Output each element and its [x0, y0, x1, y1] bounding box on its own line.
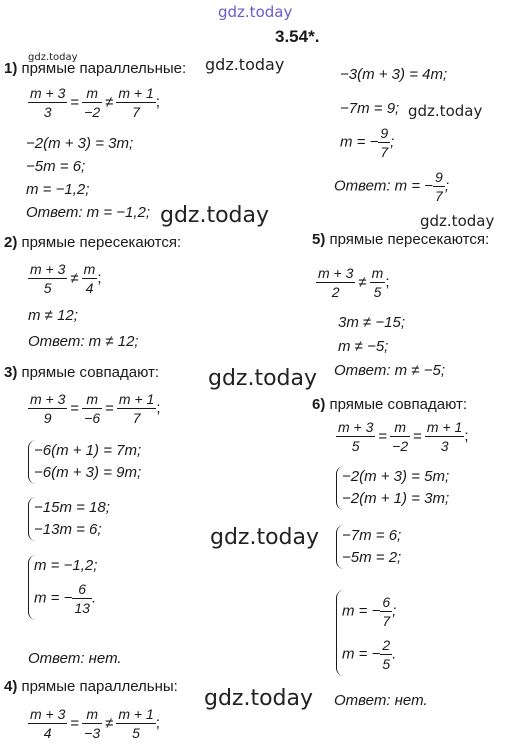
watermark-small: gdz.today	[28, 52, 78, 63]
part-2-answer: Ответ: m ≠ 12;	[28, 333, 139, 350]
problem-title: 3.54*.	[275, 27, 320, 46]
part-1-line: m = −1,2;	[26, 181, 90, 198]
part-4-answer: Ответ: m = − $\frac{9}{7}$ ;	[334, 169, 449, 204]
part-2-equation: $\frac{m + 3}{5}$ ≠ $\frac{m}{4}$ ;	[30, 261, 102, 296]
part-3-system-1: −6(m + 1) = 7m; −6(m + 3) = 9m;	[28, 440, 141, 484]
part-3-header: 3) прямые совпадают:	[4, 364, 160, 381]
part-4-line: −7m = 9;	[340, 100, 400, 117]
watermark: gdz.today	[210, 525, 320, 550]
part-6-system-1: −2(m + 3) = 5m; −2(m + 1) = 3m;	[336, 466, 449, 510]
watermark-top: gdz.today	[218, 3, 293, 21]
part-5-answer: Ответ: m ≠ −5;	[334, 362, 445, 379]
part-5-line: 3m ≠ −15;	[338, 314, 406, 331]
part-6-equation: $\frac{m + 3}{5}$ = $\frac{m}{-2}$ = $\frac{m + 1}{3}$ ;	[338, 419, 469, 454]
watermark: gdz.today	[205, 55, 285, 74]
watermark: gdz.today	[204, 686, 314, 711]
part-1-header: 1) прямые параллельные:	[4, 60, 187, 77]
part-5-line: m ≠ −5;	[338, 338, 389, 355]
part-6-system-3: m = − $\frac{6}{7}$ ; m = − $\frac{2}{5}$ .	[336, 590, 396, 676]
part-2-header: 2) прямые пересекаются:	[4, 234, 182, 251]
part-6-system-2: −7m = 6; −5m = 2;	[336, 525, 401, 569]
part-6-header: 6) прямые совпадают:	[312, 396, 468, 413]
part-4-line: −3(m + 3) = 4m;	[340, 66, 448, 83]
part-5-header: 5) прямые пересекаются:	[312, 231, 490, 248]
part-3-answer: Ответ: нет.	[28, 650, 122, 667]
part-3-system-3: m = −1,2; m = − $\frac{6}{13}$ .	[28, 555, 97, 620]
part-1-line: −2(m + 3) = 3m;	[26, 135, 134, 152]
part-3-system-2: −15m = 18; −13m = 6;	[28, 497, 110, 541]
part-4-equation: $\frac{m + 3}{4}$ = $\frac{m}{-3}$ ≠ $\frac{m + 1}{5}$ ;	[30, 706, 160, 741]
watermark: gdz.today	[408, 102, 483, 120]
watermark: gdz.today	[420, 212, 495, 230]
part-1-equation: $\frac{m + 3}{3}$ = $\frac{m}{-2}$ ≠ $\frac{m + 1}{7}$ ;	[30, 85, 160, 120]
part-4-line: m = − $\frac{9}{7}$ ;	[340, 125, 395, 160]
part-1-line: −5m = 6;	[26, 158, 86, 175]
part-6-answer: Ответ: нет.	[334, 692, 428, 709]
part-5-equation: $\frac{m + 3}{2}$ ≠ $\frac{m}{5}$ ;	[318, 265, 390, 300]
part-1-answer: Ответ: m = −1,2;	[26, 204, 151, 221]
watermark: gdz.today	[208, 366, 318, 391]
watermark: gdz.today	[160, 203, 270, 228]
part-3-equation: $\frac{m + 3}{9}$ = $\frac{m}{-6}$ = $\frac{m + 1}{7}$ ;	[30, 391, 161, 426]
part-4-header: 4) прямые параллельны:	[4, 678, 178, 695]
part-2-line: m ≠ 12;	[28, 307, 78, 324]
